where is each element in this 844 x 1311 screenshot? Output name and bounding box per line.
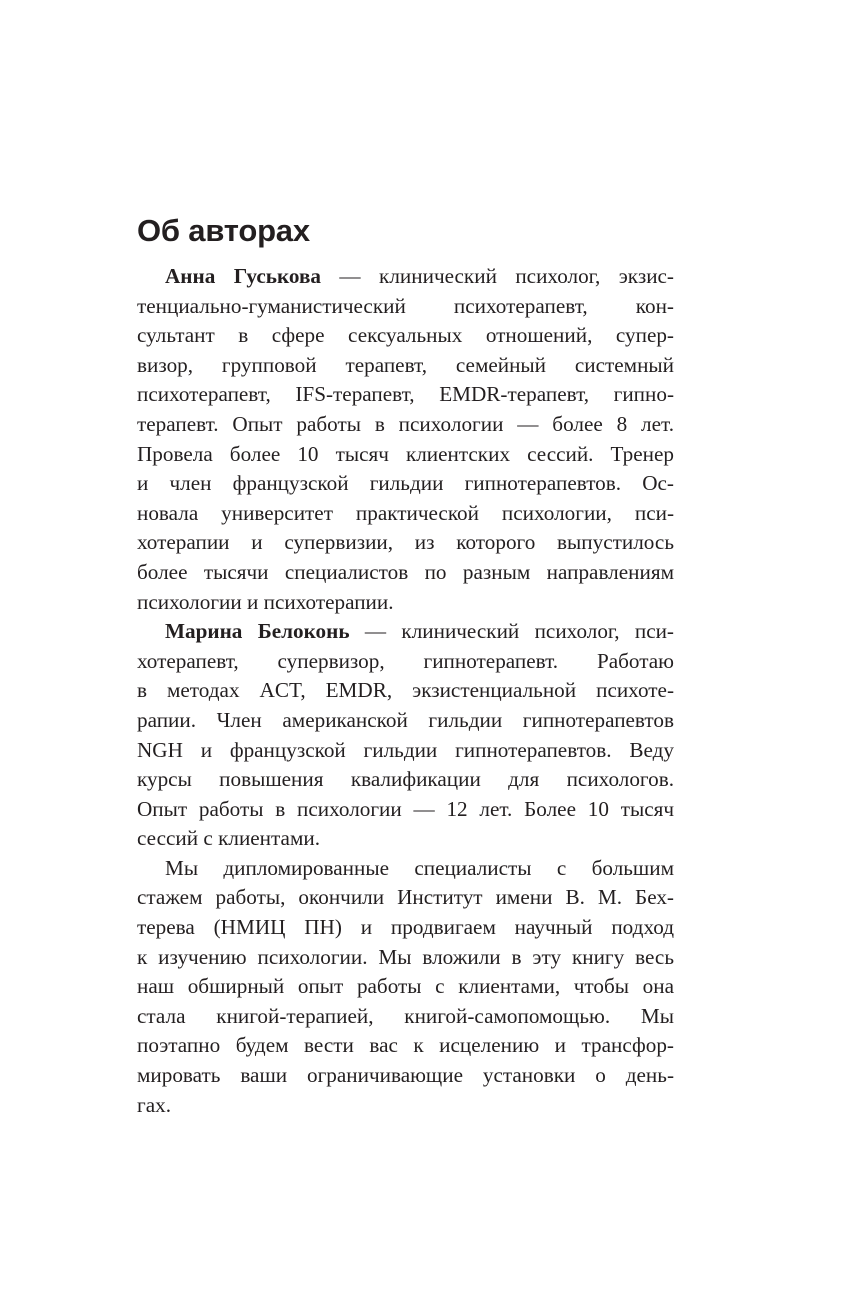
text-line: и член французской гильдии гипнотерапевтов. Ос- — [137, 471, 674, 496]
text-line: Провела более 10 тысяч клиентских сессий. Тренер — [137, 441, 674, 466]
authors-summary — [137, 854, 674, 1120]
text-line: курсы повышения квалификации для психологов. — [137, 767, 674, 792]
text-line: поэтапно будем вести вас к исцелению и трансфор- — [137, 1033, 674, 1058]
author-name: Анна Гуськова — [165, 264, 321, 288]
text-line: хотерапии и супервизии, из которого выпустилось — [137, 530, 674, 555]
section-body — [137, 262, 674, 1120]
text-line: более тысячи специалистов по разным направлениям — [137, 559, 674, 584]
text-line: наш обширный опыт работы с клиентами, чтобы она — [137, 974, 674, 999]
text-line: сессий с клиентами. — [137, 826, 320, 851]
author-name: Марина Белоконь — [165, 619, 350, 644]
text-line: Опыт работы в психологии — 12 лет. Более 10 тысяч — [137, 796, 674, 821]
text-line: Марина Белоконь — клинический психолог, пси- — [165, 619, 674, 644]
text-line: рапии. Член американской гильдии гипнотерапевтов — [137, 707, 674, 732]
text-line: терапевт. Опыт работы в психологии — более 8 лет. — [137, 411, 674, 436]
text-line: гах. — [137, 1092, 171, 1117]
text-line: Анна Гуськова — клинический психолог, экзис- — [165, 264, 674, 288]
author-bio-belokon — [137, 617, 674, 854]
text-line: новала университет практической психологии, пси- — [137, 500, 674, 525]
text-line: мировать ваши ограничивающие установки о день- — [137, 1063, 674, 1088]
text-line: тенциально-гуманистический психотерапевт, кон- — [137, 293, 674, 318]
text-line: NGH и французской гильдии гипнотерапевтов. Веду — [137, 737, 674, 762]
text-line: сультант в сфере сексуальных отношений, супер- — [137, 323, 674, 348]
text-line: стажем работы, окончили Институт имени В. М. Бех- — [137, 885, 674, 910]
text-line: психотерапевт, IFS-терапевт, EMDR-терапевт, гипно- — [137, 382, 674, 407]
text-line: психологии и психотерапии. — [137, 589, 394, 614]
section-title: Об авторах — [137, 213, 310, 248]
text-line: стала книгой-терапией, книгой-самопомощью. Мы — [137, 1003, 674, 1028]
text-line: Мы дипломированные специалисты с большим — [165, 855, 674, 880]
text-line: терева (НМИЦ ПН) и продвигаем научный подход — [137, 915, 674, 940]
text-line: хотерапевт, супервизор, гипнотерапевт. Работаю — [137, 648, 674, 673]
text-line: к изучению психологии. Мы вложили в эту книгу весь — [137, 944, 674, 969]
text-line: визор, групповой терапевт, семейный системный — [137, 352, 674, 377]
text-line: в методах ACT, EMDR, экзистенциальной психоте- — [137, 678, 674, 703]
author-bio-guskova — [137, 262, 674, 617]
